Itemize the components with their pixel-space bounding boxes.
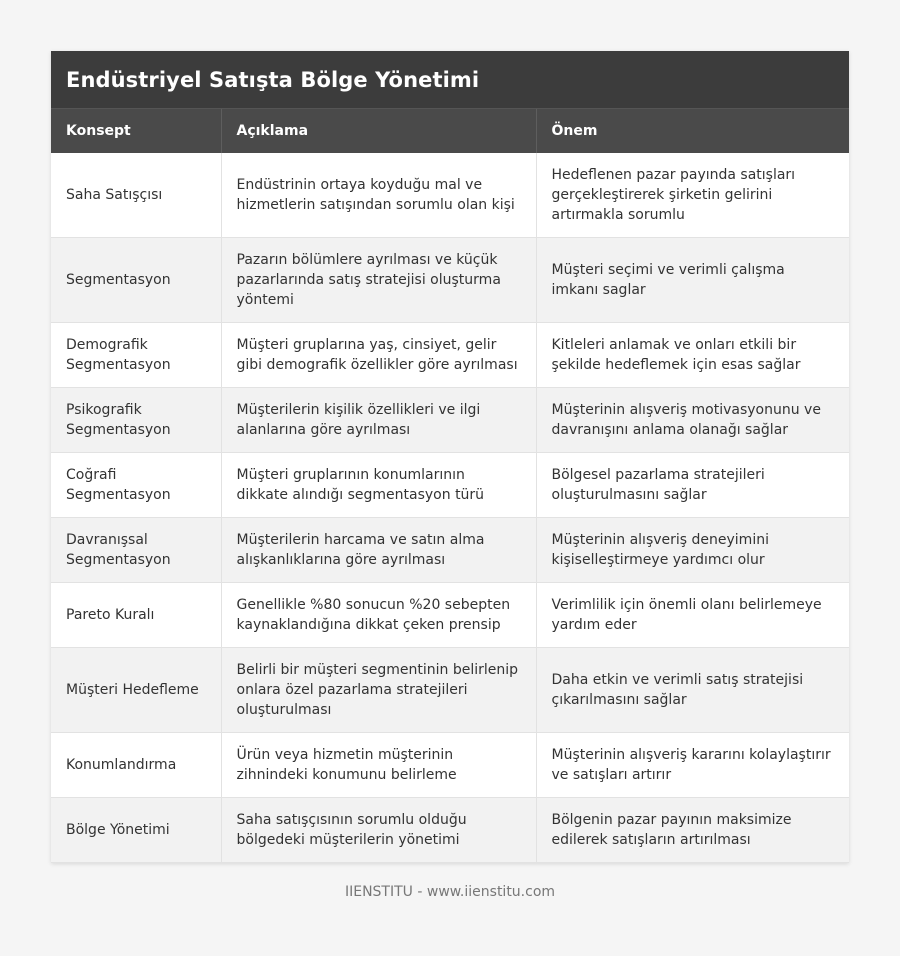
table-row [51,453,849,518]
cell-description: Ürün veya hizmetin müşterinin zihnindeki konumunu belirleme [221,733,536,798]
cell-importance: Müşterinin alışveriş kararını kolaylaştırır ve satışları artırır [536,733,849,798]
cell-importance: Müşteri seçimi ve verimli çalışma imkanı saglar [536,238,849,323]
cell-concept: Coğrafi Segmentasyon [51,453,221,518]
concept-table [51,109,849,863]
table-card [51,51,849,863]
cell-description: Müşteri gruplarına yaş, cinsiyet, gelir gibi demografik özellikler göre ayrılması [221,323,536,388]
page-title: Endüstriyel Satışta Bölge Yönetimi [66,67,480,92]
footer-credit: IIENSTITU - www.iienstitu.com [344,884,556,900]
cell-concept: Davranışsal Segmentasyon [51,518,221,583]
title-bar [51,51,849,109]
table-header-row [51,109,849,153]
cell-importance: Müşterinin alışveriş deneyimini kişiselleştirmeye yardımcı olur [536,518,849,583]
cell-importance: Verimlilik için önemli olanı belirlemeye yardım eder [536,583,849,648]
table-row [51,238,849,323]
column-header-description: Açıklama [221,109,536,153]
cell-description: Belirli bir müşteri segmentinin belirlenip onlara özel pazarlama stratejileri oluşturulması [221,648,536,733]
table-row [51,648,849,733]
cell-concept: Bölge Yönetimi [51,798,221,863]
cell-importance: Hedeflenen pazar payında satışları gerçekleştirerek şirketin gelirini artırmakla sorumlu [536,153,849,238]
cell-importance: Bölgenin pazar payının maksimize edilerek satışların artırılması [536,798,849,863]
table-row [51,733,849,798]
cell-concept: Segmentasyon [51,238,221,323]
cell-description: Müşterilerin harcama ve satın alma alışkanlıklarına göre ayrılması [221,518,536,583]
table-row [51,323,849,388]
cell-importance: Bölgesel pazarlama stratejileri oluşturulmasını sağlar [536,453,849,518]
cell-concept: Pareto Kuralı [51,583,221,648]
cell-description: Endüstrinin ortaya koyduğu mal ve hizmetlerin satışından sorumlu olan kişi [221,153,536,238]
cell-importance: Kitleleri anlamak ve onları etkili bir şekilde hedeflemek için esas sağlar [536,323,849,388]
table-row [51,153,849,238]
cell-concept: Saha Satışçısı [51,153,221,238]
table-row [51,798,849,863]
column-header-importance: Önem [536,109,849,153]
cell-description: Müşteri gruplarının konumlarının dikkate alındığı segmentasyon türü [221,453,536,518]
cell-description: Pazarın bölümlere ayrılması ve küçük pazarlarında satış stratejisi oluşturma yöntemi [221,238,536,323]
cell-importance: Müşterinin alışveriş motivasyonunu ve davranışını anlama olanağı sağlar [536,388,849,453]
column-header-concept: Konsept [51,109,221,153]
cell-concept: Demografik Segmentasyon [51,323,221,388]
cell-description: Müşterilerin kişilik özellikleri ve ilgi alanlarına göre ayrılması [221,388,536,453]
table-row [51,583,849,648]
cell-concept: Psikografik Segmentasyon [51,388,221,453]
cell-concept: Müşteri Hedefleme [51,648,221,733]
cell-description: Saha satışçısının sorumlu olduğu bölgedeki müşterilerin yönetimi [221,798,536,863]
table-row [51,518,849,583]
table-row [51,388,849,453]
cell-concept: Konumlandırma [51,733,221,798]
cell-description: Genellikle %80 sonucun %20 sebepten kaynaklandığına dikkat çeken prensip [221,583,536,648]
cell-importance: Daha etkin ve verimli satış stratejisi çıkarılmasını sağlar [536,648,849,733]
